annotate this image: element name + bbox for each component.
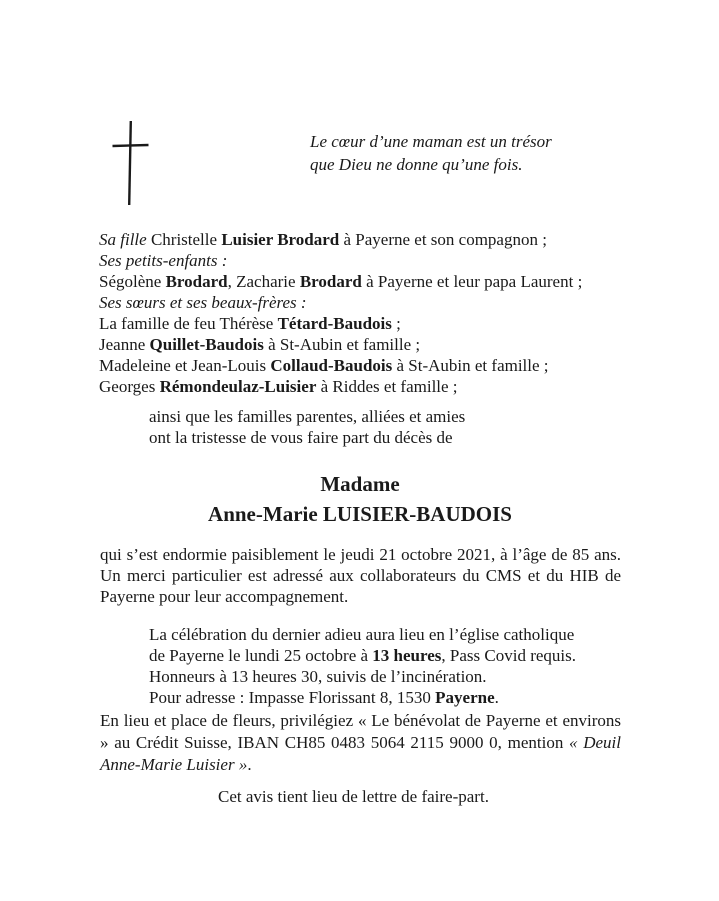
family-list — [99, 229, 624, 397]
text-segment: 13 heures — [372, 646, 442, 665]
text-segment: à St-Aubin et famille ; — [392, 356, 549, 375]
text-segment: ; — [391, 314, 401, 333]
text-segment: Madeleine et Jean-Louis — [99, 356, 271, 375]
family-line — [99, 229, 624, 250]
text-segment: Jeanne — [99, 335, 150, 354]
deceased-name: Anne-Marie LUISIER-BAUDOIS — [208, 502, 512, 526]
ceremony-line — [149, 645, 576, 666]
closing-note: Cet avis tient lieu de lettre de faire-part. — [218, 787, 489, 806]
text-segment: Honneurs à 13 heures 30, suivis de l’incinération. — [149, 667, 487, 686]
text-segment: Brodard — [299, 272, 362, 291]
epigraph — [310, 130, 552, 176]
text-segment: Christelle — [146, 230, 222, 249]
text-segment: Payerne — [435, 688, 495, 707]
ceremony-line — [149, 666, 576, 687]
intro-line: ont la tristesse de vous faire part du décès de — [149, 428, 453, 447]
text-segment: de Payerne le lundi 25 octobre à — [149, 646, 373, 665]
family-line — [99, 250, 624, 271]
family-line — [99, 313, 624, 334]
text-segment: Collaud-Baudois — [270, 356, 393, 375]
text-segment: « Deuil Anne-Marie Luisier » — [100, 733, 621, 774]
text-segment: à St-Aubin et famille ; — [263, 335, 421, 354]
text-segment: Brodard — [165, 272, 228, 291]
cross-icon — [111, 119, 151, 207]
ceremony-line — [149, 624, 576, 645]
text-segment: Rémondeulaz-Luisier — [159, 377, 317, 396]
epigraph-line: Le cœur d’une maman est un trésor — [310, 132, 552, 151]
ceremony-details — [149, 624, 576, 708]
text-segment: Ses petits-enfants : — [99, 251, 228, 270]
text-segment: En lieu et place de fleurs, privilégiez « Le bénévolat de Payerne et environs » au Crédit Suisse, IBAN CH85 0483 5064 2115 9000 0, mention — [100, 711, 621, 752]
text-segment: . — [247, 755, 252, 774]
announcement-intro — [149, 406, 465, 448]
text-segment: Pour adresse : Impasse Florissant 8, 1530 — [149, 688, 436, 707]
deceased-title: Madame — [320, 472, 400, 496]
text-segment: , Zacharie — [227, 272, 300, 291]
intro-line: ainsi que les familles parentes, alliées et amies — [149, 407, 466, 426]
text-segment: à Payerne et son compagnon ; — [339, 230, 547, 249]
family-line — [99, 355, 624, 376]
donation-paragraph — [100, 710, 621, 776]
ceremony-line — [149, 687, 576, 708]
text-segment: à Riddes et famille ; — [316, 377, 458, 396]
text-segment: à Payerne et leur papa Laurent ; — [361, 272, 583, 291]
text-segment: Sa fille — [99, 230, 147, 249]
deceased-title-block — [100, 469, 620, 529]
text-segment: . — [494, 688, 499, 707]
death-paragraph: qui s’est endormie paisiblement le jeudi 21 octobre 2021, à l’âge de 85 ans. Un merci particulier est adressé aux collaborateurs du CMS et du HIB de Payerne pour leur accompagnement. — [100, 545, 621, 606]
text-segment: , Pass Covid requis. — [441, 646, 576, 665]
text-segment: Luisier Brodard — [221, 230, 340, 249]
text-segment: La famille de feu Thérèse — [99, 314, 278, 333]
text-segment: Quillet-Baudois — [149, 335, 264, 354]
text-segment: Tétard-Baudois — [277, 314, 392, 333]
epigraph-line: que Dieu ne donne qu’une fois. — [310, 155, 523, 174]
text-segment: Ses sœurs et ses beaux-frères : — [99, 293, 307, 312]
cross-icon-svg — [111, 119, 151, 207]
text-segment: Georges — [99, 377, 160, 396]
family-line — [99, 376, 624, 397]
text-segment: Ségolène — [99, 272, 166, 291]
family-line — [99, 292, 624, 313]
text-segment: La célébration du dernier adieu aura lieu en l’église catholique — [149, 625, 575, 644]
family-line — [99, 334, 624, 355]
family-line — [99, 271, 624, 292]
